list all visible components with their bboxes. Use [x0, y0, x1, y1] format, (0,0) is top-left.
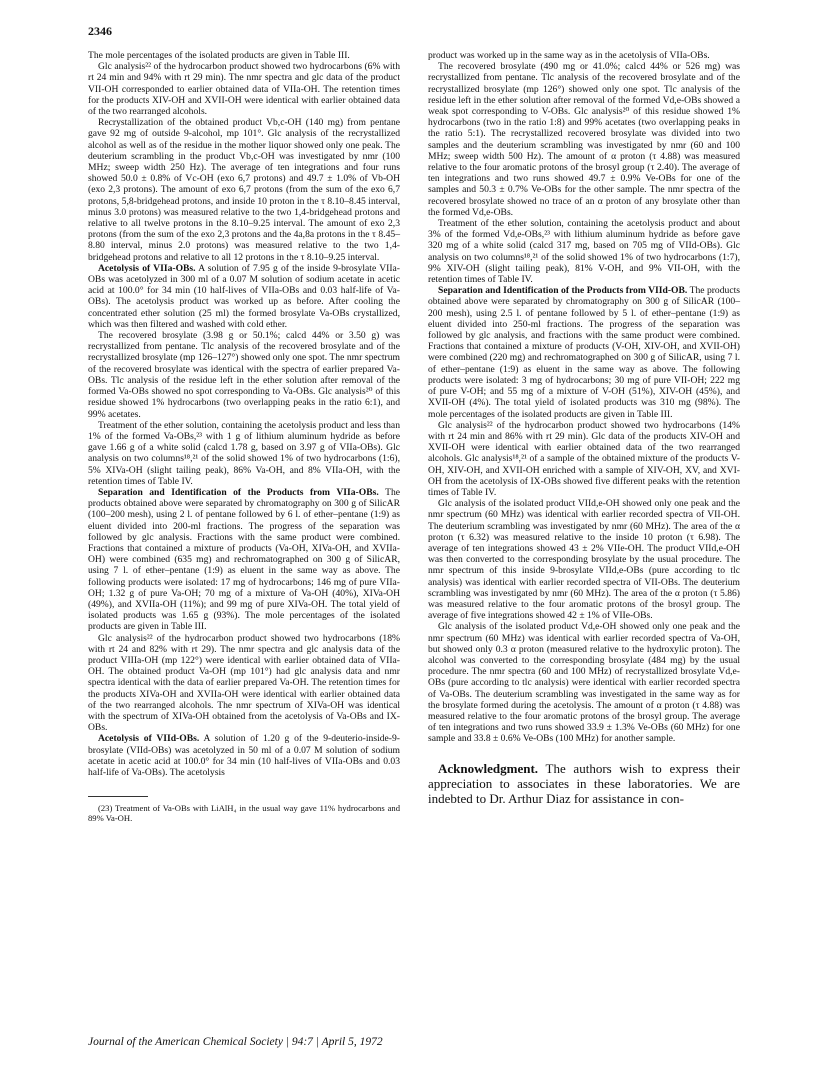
section-heading: Separation and Identification of the Products from VIId-OB. — [438, 285, 688, 297]
paragraph: Glc analysis of the isolated product Vd,e-OH showed only one peak and the nmr spectrum (60 MHz) was identical with earlier recorded spectra of Va-OH, but showed only 0.3 α proton (measured relative to the hydroxylic proton). The alcohol was converted to the corresponding brosylate (484 mg) by the usual procedure. The nmr spectra (60 and 100 MHz) of recrystallized brosylate Vd,e-OBs (pure according to tlc analysis) were identical with earlier recorded spectra of Va-OBs. The deuterium scrambling was investigated in the same way as for the brosylate formed during the acetolysis. The amount of α proton (τ 4.88) was measured relative to the four aromatic protons of the brosyl group. The average of ten integrations and two runs showed 33.9 ± 1.3% Ve-OBs (60 MHz) for one sample and 33.8 ± 0.6% Ve-OBs (100 MHz) for another sample. — [428, 621, 740, 745]
page-number: 2346 — [88, 24, 112, 38]
section-paragraph — [88, 263, 400, 330]
section-heading: Acetolysis of VIIa-OBs. — [98, 262, 196, 274]
paragraph: Glc analysis of the isolated product VIId,e-OH showed only one peak and the nmr spectrum (60 MHz) was identical with earlier recorded spectra of VII-OH. The deuterium scrambling was investigated by nmr (60 MHz). The area of the α proton (τ 6.32) was measured relative to the inside 10 proton (τ 6.98). The average of ten integrations showed 43 ± 2% VIIe-OH. The product VIId,e-OH was then converted to the corresponding brosylate by the usual procedure. The nmr spectrum of this inside 9-brosylate VIId,e-OBs (pure according to tlc analysis) was identical with earlier recorded spectra of VII-OBs. The deuterium scrambling was investigated by nmr (60 MHz). The area of the α proton (τ 5.86) was measured relative to the four aromatic protons of the brosyl group. The average of five integrations showed 42 ± 1% of VIIe-OBs. — [428, 498, 740, 622]
paragraph: The recovered brosylate (490 mg or 41.0%; calcd 44% or 526 mg) was recrystallized from pentane. Tlc analysis of the recovered brosylate and of the recrystallized brosylate (mp 126°) showed only one spot. Tlc analysis of the residue left in the ether solution after removal of the formed Vd,e-OBs showed a weak spot corresponding to V-OBs. Glc analysis²⁰ of this residue showed 1% hydrocarbons (two in the ratio 1:8) and 99% acetates (two overlapping peaks in the ratio 5:1). The recrystallized recovered brosylate was divided into two samples and the deuterium scrambling was investigated by nmr (60 and 100 MHz; sweep width 500 Hz). The amount of α proton (τ 4.88) was measured relative to the four aromatic protons of the brosyl group (τ 2.40). The average of ten integrations and two runs showed 49.7 ± 0.9% Ve-OBs for one of the samples and 50.3 ± 0.7% Ve-OBs for the other sample. The nmr spectra of the recovered brosylate showed no trace of an α proton of any brosylate other than the formed Vd,e-OBs. — [428, 61, 740, 218]
left-column — [88, 50, 400, 823]
right-column — [428, 50, 740, 806]
section-paragraph — [88, 487, 400, 633]
section-paragraph — [88, 733, 400, 778]
section-text: The products obtained above were separated by chromatography on 300 g of SilicAR (100–200 mesh), using 2 l. of pentane followed by 6 l. of ether–pentane (1:9) as eluent divided into 200-ml fractions. The progress of the separation was followed by glc analysis. Fractions with the same product were combined. Fractions that contained a mixture of products (Va-OH, XIVa-OH, and XVIIa-OH) were combined (635 mg) and rechromatographed on 300 g of SilicAR, using 7 l. of ether–pentane (1:9) as eluent in the same way as above. The following products were isolated: 17 mg of hydrocarbons; 146 mg of pure VIIa-OH; 1.32 g of pure Va-OH; 70 mg of a mixture of Va-OH (40%), XIVa-OH (49%), and XVIIa-OH (11%); and 99 mg of pure XIVa-OH. The total yield of isolated products was 1.65 g (93%). The mole percentages of the isolated products are given in Table III. — [88, 486, 400, 633]
acknowledgment — [428, 761, 740, 806]
section-text: A solution of 1.20 g of the 9-deuterio-inside-9-brosylate (VIId-OBs) was acetolyzed in 50 ml of a 0.07 M solution of sodium acetate in acetic acid at 100.0° for 34 min (10 half-lives of VIIa-OBs and 0.03 half-life of Va-OBs). The acetolysis — [88, 733, 400, 778]
section-heading: Separation and Identification of the Products from VIIa-OBs. — [98, 486, 379, 498]
acknowledgment-text: The authors wish to express their appreciation to associates in these laboratories. We are indebted to Dr. Arthur Diaz for assistance in con- — [428, 760, 741, 806]
footnote-separator — [88, 796, 148, 797]
section-paragraph — [428, 285, 740, 419]
paragraph: The mole percentages of the isolated products are given in Table III. — [88, 50, 350, 61]
paragraph: Glc analysis²² of the hydrocarbon product showed two hydrocarbons (14% with rt 24 min and 86% with rt 29 min). Glc data of the products XIV-OH and XVII-OH were identical with earlier obtained data of the two rearranged alcohols. Glc analysis¹⁸,²¹ of a sample of the obtained mixture of the products V-OH, XIV-OH, and XVII-OH enriched with a sample of XIV-OH, XV, and XVI-OH from the acetolysis of IX-OBs showed five different peaks with the retention times of Table IV. — [428, 419, 740, 498]
section-text: The products obtained above were separated by chromatography on 300 g of SilicAR (100–200 mesh), using 2.5 l. of pentane followed by 5 l. of ether–pentane (1:9) as eluent divided into 250-ml fractions. The progress of the separation was followed by glc analysis, and fractions with the same product were combined. Fractions that contained a mixture of products (V-OH, XIV-OH, and XVII-OH) were combined (220 mg) and rechromatographed on 300 g of SilicAR, using 7 l. of ether–pentane (1:9) as eluent in the same way as above. The following products were isolated: 3 mg of hydrocarbons; 30 mg of pure VII-OH; 222 mg of pure V-OH; and 55 mg of a mixture of V-OH (51%), XIV-OH (45%), and XVII-OH (4%). The total yield of isolated products was 310 mg (98%). The mole percentages of the isolated products are given in Table III. — [428, 285, 740, 420]
paragraph: Glc analysis²² of the hydrocarbon product showed two hydrocarbons (6% with rt 24 min and 94% with rt 29 min). The nmr spectra and glc data of the product VII-OH corresponded to earlier obtained data of VIIa-OH. The retention times for the products XIV-OH and XVII-OH were identical with earlier obtained data of the two rearranged alcohols. — [88, 61, 400, 118]
paragraph: Treatment of the ether solution, containing the acetolysis product and less than 1% of the formed Va-OBs,²³ with 1 g of lithium aluminum hydride as before gave 1.66 g of a white solid (calcd 1.78 g, based on 3.97 g of VIIa-OBs). Glc analysis on two columns¹⁸,²¹ of the solid showed 1% of two hydrocarbons (1:6), 5% XIVa-OH (slight tailing peak), 86% Va-OH, and 8% VIIa-OH, with the retention times of Table IV. — [88, 419, 400, 487]
paragraph: The recovered brosylate (3.98 g or 50.1%; calcd 44% or 3.50 g) was recrystallized from pentane. Tlc analysis of the recovered brosylate and of the recrystallized brosylate (mp 126–127°) showed only one spot. The nmr spectrum of the recovered brosylate was identical with the spectra of earlier prepared Va-OBs. Tlc analysis of the residue left in the ether solution after removal of the formed Va-OBs showed no spot corresponding to Va-OBs. Glc analysis²⁰ of this residue showed 1% hydrocarbons (two overlapping peaks in the ratio 6:1), and 99% acetates. — [88, 330, 400, 420]
footnote: (23) Treatment of Va-OBs with LiAlH₄ in the usual way gave 11% hydrocarbons and 89% Va-OH. — [88, 803, 400, 824]
paragraph: Treatment of the ether solution, containing the acetolysis product and about 3% of the formed Vd,e-OBs,²³ with lithium aluminum hydride as before gave 320 mg of a white solid (calcd 317 mg, based on 705 mg of VIId-OBs). Glc analysis on two columns¹⁸,²¹ of the solid showed 1% of two hydrocarbons (1:7), 9% XIV-OH (slight tailing peak), 81% V-OH, and 9% VII-OH, with the retention times of Table IV. — [428, 218, 740, 286]
journal-footer: Journal of the American Chemical Society | 94:7 | April 5, 1972 — [88, 1036, 383, 1048]
paragraph: Glc analysis²² of the hydrocarbon product showed two hydrocarbons (18% with rt 24 and 82% with rt 29). The nmr spectra and glc analysis data of the product VIIIa-OH (mp 122°) were identical with earlier obtained data of VIIa-OH. The obtained product Va-OH (mp 101°) had glc analysis data and nmr spectra identical with the data of earlier prepared Va-OH. The retention times for the products XIVa-OH and XVIIa-OH were identical with earlier obtained data of the two rearranged alcohols. The nmr spectrum of XIVa-OH was identical with the spectrum of XIVa-OH obtained from the acetolysis of Va-OBs and IX-OBs. — [88, 632, 400, 734]
section-text: A solution of 7.95 g of the inside 9-brosylate VIIa-OBs was acetolyzed in 300 ml of a 0.07 M solution of sodium acetate in acetic acid at 100.0° for 34 min (10 half-lives of VIIa-OBs and 0.03 half-life of Va-OBs). The acetolysis product was worked up as before. After cooling the concentrated ether solution (25 ml) the formed brosylate Va-OBs crystallized, which was then filtered and washed with cold ether. — [88, 262, 400, 330]
paragraph: Recrystallization of the obtained product Vb,c-OH (140 mg) from pentane gave 92 mg of outside 9-alcohol, mp 101°. Glc analysis of the recrystallized alcohol as well as of the residue in the mother liquor showed only one peak. The deuterium scrambling in the product Vb,c-OH was investigated by nmr (100 MHz; sweep width 250 Hz). The average of ten integrations and four runs showed 50.0 ± 0.8% of Vc-OH (exo 6,7 protons) and 49.7 ± 1.0% of Vb-OH (exo 2,3 protons). The amount of exo 6,7 protons (from the sum of the exo 6,7 protons, 5,8-bridgehead protons, and inside 10 proton in the τ 8.10–8.45 interval, minus 3.0 protons) was measured relative to the two 1,4-bridgehead protons and relative to all twelve protons in the 8.10–9.25 interval. The amount of exo 2,3 protons (from the sum of the exo 2,3 protons and the 4a,8a protons in the τ 8.45–8.80 interval, minus 2.0 protons) was measured relative to the two 1,4-bridgehead protons and relative to all 12 protons in the τ 8.10–9.25 interval. — [88, 117, 400, 263]
paragraph: product was worked up in the same way as in the acetolysis of VIIa-OBs. — [428, 50, 710, 61]
acknowledgment-heading: Acknowledgment. — [438, 760, 539, 776]
section-heading: Acetolysis of VIId-OBs. — [98, 733, 200, 745]
